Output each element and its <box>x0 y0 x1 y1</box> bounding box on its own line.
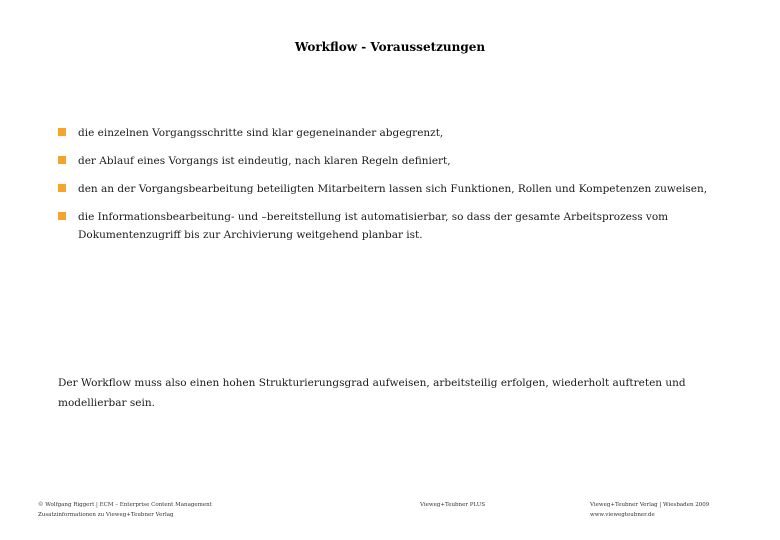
footer-copyright: © Wolfgang Riggert | ECM – Enterprise Content Management <box>38 502 212 508</box>
footer-right <box>590 500 709 520</box>
bullet-item <box>58 208 738 244</box>
bullet-item <box>58 124 738 142</box>
bullet-text: die einzelnen Vorgangsschritte sind klar gegeneinander abgegrenzt, <box>78 127 444 139</box>
footer-publisher: Vieweg+Teubner Verlag | Wiesbaden 2009 <box>590 502 710 508</box>
bullet-item <box>58 180 738 198</box>
bullet-square-icon <box>58 128 66 136</box>
footer-website[interactable]: www.viewegteubner.de <box>590 512 655 518</box>
bullet-item <box>58 152 738 170</box>
bullet-list <box>58 124 738 254</box>
bullet-square-icon <box>58 212 66 220</box>
bullet-text: die Informationsbearbeitung- und –bereitstellung ist automatisierbar, so dass der gesamte Arbeitsprozess vom Dokumentenzugriff bis zur Archivierung weitgehend planbar ist. <box>78 211 669 241</box>
bullet-text: den an der Vorgangsbearbeitung beteiligten Mitarbeitern lassen sich Funktionen, Rollen und Kompetenzen zuweisen, <box>78 183 708 195</box>
footer-supplement: Zusatzinformationen zu Vieweg+Teubner Verlag <box>38 512 174 518</box>
slide-title: Workflow - Voraussetzungen <box>294 40 486 54</box>
bullet-square-icon <box>58 156 66 164</box>
footer-center <box>420 500 485 510</box>
bullet-square-icon <box>58 184 66 192</box>
bullet-text: der Ablauf eines Vorgangs ist eindeutig, nach klaren Regeln definiert, <box>78 155 451 167</box>
summary-text: Der Workflow muss also einen hohen Strukturierungsgrad aufweisen, arbeitsteilig erfolgen, wiederholt auftreten und modellierbar sein. <box>58 377 686 409</box>
footer-plus: Vieweg+Teubner PLUS <box>420 502 486 508</box>
footer-left <box>38 500 212 520</box>
